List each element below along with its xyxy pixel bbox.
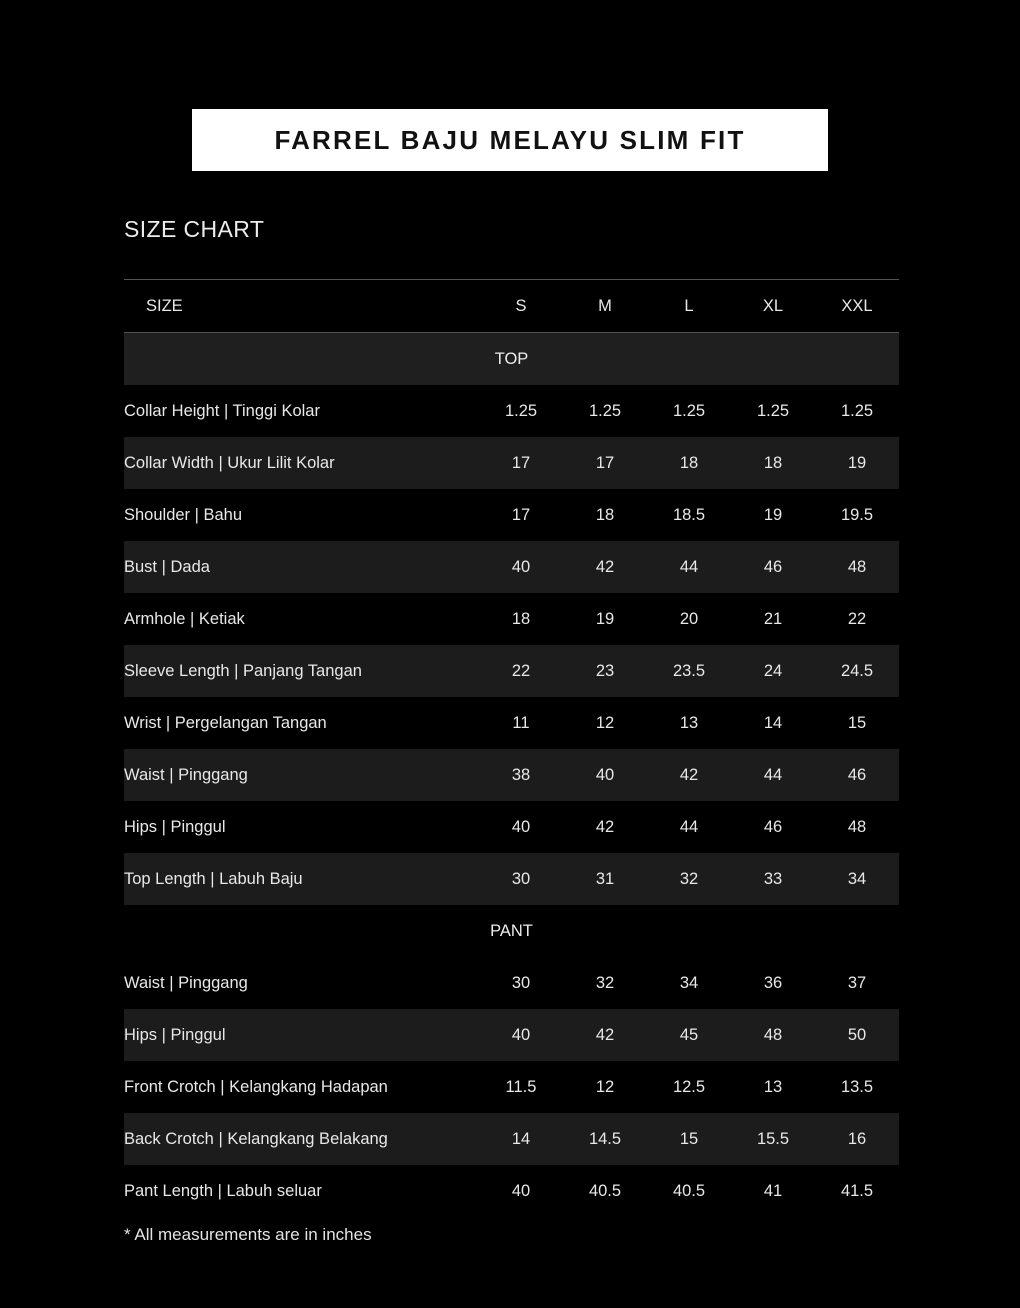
row-label: Sleeve Length | Panjang Tangan (124, 645, 479, 697)
row-value-xxl: 19 (815, 437, 899, 489)
row-value-s: 40 (479, 541, 563, 593)
row-value-s: 38 (479, 749, 563, 801)
row-value-xxl: 34 (815, 853, 899, 905)
row-value-l: 12.5 (672, 1077, 706, 1096)
table-row (124, 957, 899, 1009)
table-row (124, 1061, 899, 1113)
table-row (124, 385, 899, 437)
row-value-xxl: 13.5 (840, 1077, 874, 1096)
row-value-s: 40 (511, 1181, 531, 1200)
row-value-s: 17 (511, 505, 531, 524)
row-value-xl: 48 (731, 1009, 815, 1061)
row-value-s: 18 (511, 609, 531, 628)
row-value-l: 1.25 (672, 401, 706, 420)
row-label: Hips | Pinggul (124, 817, 226, 836)
table-row (124, 593, 899, 645)
row-value-xl: 36 (763, 973, 783, 992)
row-label: Collar Height | Tinggi Kolar (124, 401, 320, 420)
row-value-l: 18.5 (672, 505, 706, 524)
row-value-l: 15 (647, 1113, 731, 1165)
row-label: Bust | Dada (124, 541, 479, 593)
row-value-s: 14 (479, 1113, 563, 1165)
row-value-xl: 46 (763, 817, 783, 836)
row-value-s: 30 (479, 853, 563, 905)
row-value-xxl: 1.25 (840, 401, 874, 420)
row-value-xl: 24 (731, 645, 815, 697)
row-label: Back Crotch | Kelangkang Belakang (124, 1113, 479, 1165)
row-value-xxl: 46 (815, 749, 899, 801)
table-row (124, 645, 899, 697)
row-value-xxl: 22 (847, 609, 867, 628)
group-label: TOP (124, 333, 899, 386)
row-value-xxl: 24.5 (815, 645, 899, 697)
row-value-xl: 15.5 (731, 1113, 815, 1165)
row-value-m: 32 (595, 973, 615, 992)
row-value-m: 1.25 (588, 401, 622, 420)
row-label: Pant Length | Labuh seluar (124, 1181, 322, 1200)
row-value-l: 44 (679, 817, 699, 836)
row-value-xl: 44 (731, 749, 815, 801)
row-value-xl: 41 (763, 1181, 783, 1200)
row-label: Waist | Pinggang (124, 749, 479, 801)
column-header-m: M (563, 280, 647, 333)
row-value-l: 34 (679, 973, 699, 992)
size-chart-table-wrapper (124, 279, 899, 1217)
table-header-row (124, 280, 899, 333)
row-value-s: 40 (479, 1009, 563, 1061)
row-value-m: 23 (563, 645, 647, 697)
row-value-l: 32 (647, 853, 731, 905)
row-value-xl: 18 (731, 437, 815, 489)
page-title: FARREL BAJU MELAYU SLIM FIT (274, 124, 746, 155)
row-value-s: 1.25 (504, 401, 538, 420)
row-value-xxl: 48 (815, 541, 899, 593)
row-value-xxl: 37 (847, 973, 867, 992)
row-value-l: 44 (647, 541, 731, 593)
row-value-m: 42 (563, 541, 647, 593)
row-value-l: 40.5 (672, 1181, 706, 1200)
row-value-xl: 21 (763, 609, 783, 628)
column-header-size: SIZE (124, 280, 479, 333)
table-row (124, 749, 899, 801)
row-value-l: 45 (647, 1009, 731, 1061)
row-value-xxl: 41.5 (840, 1181, 874, 1200)
row-value-l: 13 (679, 713, 699, 732)
table-row (124, 1165, 899, 1217)
group-header-pant (124, 905, 899, 957)
row-value-xxl: 15 (847, 713, 867, 732)
row-value-xl: 19 (763, 505, 783, 524)
row-value-s: 30 (511, 973, 531, 992)
row-value-xl: 1.25 (756, 401, 790, 420)
table-row (124, 437, 899, 489)
table-row (124, 1009, 899, 1061)
row-value-m: 40 (563, 749, 647, 801)
row-value-m: 18 (595, 505, 615, 524)
row-value-xxl: 19.5 (840, 505, 874, 524)
row-value-s: 11 (512, 713, 530, 732)
row-value-l: 42 (647, 749, 731, 801)
row-label: Front Crotch | Kelangkang Hadapan (124, 1077, 388, 1096)
row-value-xxl: 48 (847, 817, 867, 836)
section-heading: SIZE CHART (124, 216, 265, 242)
group-header-top (124, 333, 899, 386)
row-value-s: 22 (479, 645, 563, 697)
row-value-s: 11.5 (505, 1077, 537, 1096)
row-value-m: 14.5 (563, 1113, 647, 1165)
row-label: Armhole | Ketiak (124, 609, 245, 628)
row-value-m: 19 (595, 609, 615, 628)
row-label: Top Length | Labuh Baju (124, 853, 479, 905)
row-value-m: 12 (595, 713, 615, 732)
column-header-l: L (647, 280, 731, 333)
row-value-l: 18 (647, 437, 731, 489)
row-label: Shoulder | Bahu (124, 505, 243, 524)
row-value-m: 42 (563, 1009, 647, 1061)
column-header-xxl: XXL (815, 280, 899, 333)
measurement-footnote: * All measurements are in inches (124, 1225, 372, 1244)
table-row (124, 853, 899, 905)
title-banner (192, 109, 828, 171)
row-value-l: 20 (679, 609, 699, 628)
row-value-s: 40 (511, 817, 531, 836)
row-value-xxl: 50 (815, 1009, 899, 1061)
table-row (124, 801, 899, 853)
row-value-xxl: 16 (815, 1113, 899, 1165)
row-value-m: 17 (563, 437, 647, 489)
row-value-m: 31 (563, 853, 647, 905)
column-header-s: S (479, 280, 563, 333)
row-value-xl: 33 (731, 853, 815, 905)
row-label: Hips | Pinggul (124, 1009, 479, 1061)
row-value-m: 40.5 (588, 1181, 622, 1200)
column-header-xl: XL (731, 280, 815, 333)
table-row (124, 1113, 899, 1165)
table-row (124, 697, 899, 749)
table-row (124, 541, 899, 593)
row-label: Collar Width | Ukur Lilit Kolar (124, 437, 479, 489)
row-value-m: 42 (595, 817, 615, 836)
row-value-xl: 13 (763, 1077, 783, 1096)
row-value-l: 23.5 (647, 645, 731, 697)
row-label: Waist | Pinggang (124, 973, 248, 992)
row-label: Wrist | Pergelangan Tangan (124, 713, 327, 732)
size-chart-table (124, 279, 899, 1217)
row-value-xl: 14 (763, 713, 783, 732)
row-value-xl: 46 (731, 541, 815, 593)
group-label: PANT (124, 905, 899, 957)
table-row (124, 489, 899, 541)
row-value-m: 12 (595, 1077, 615, 1096)
row-value-s: 17 (479, 437, 563, 489)
